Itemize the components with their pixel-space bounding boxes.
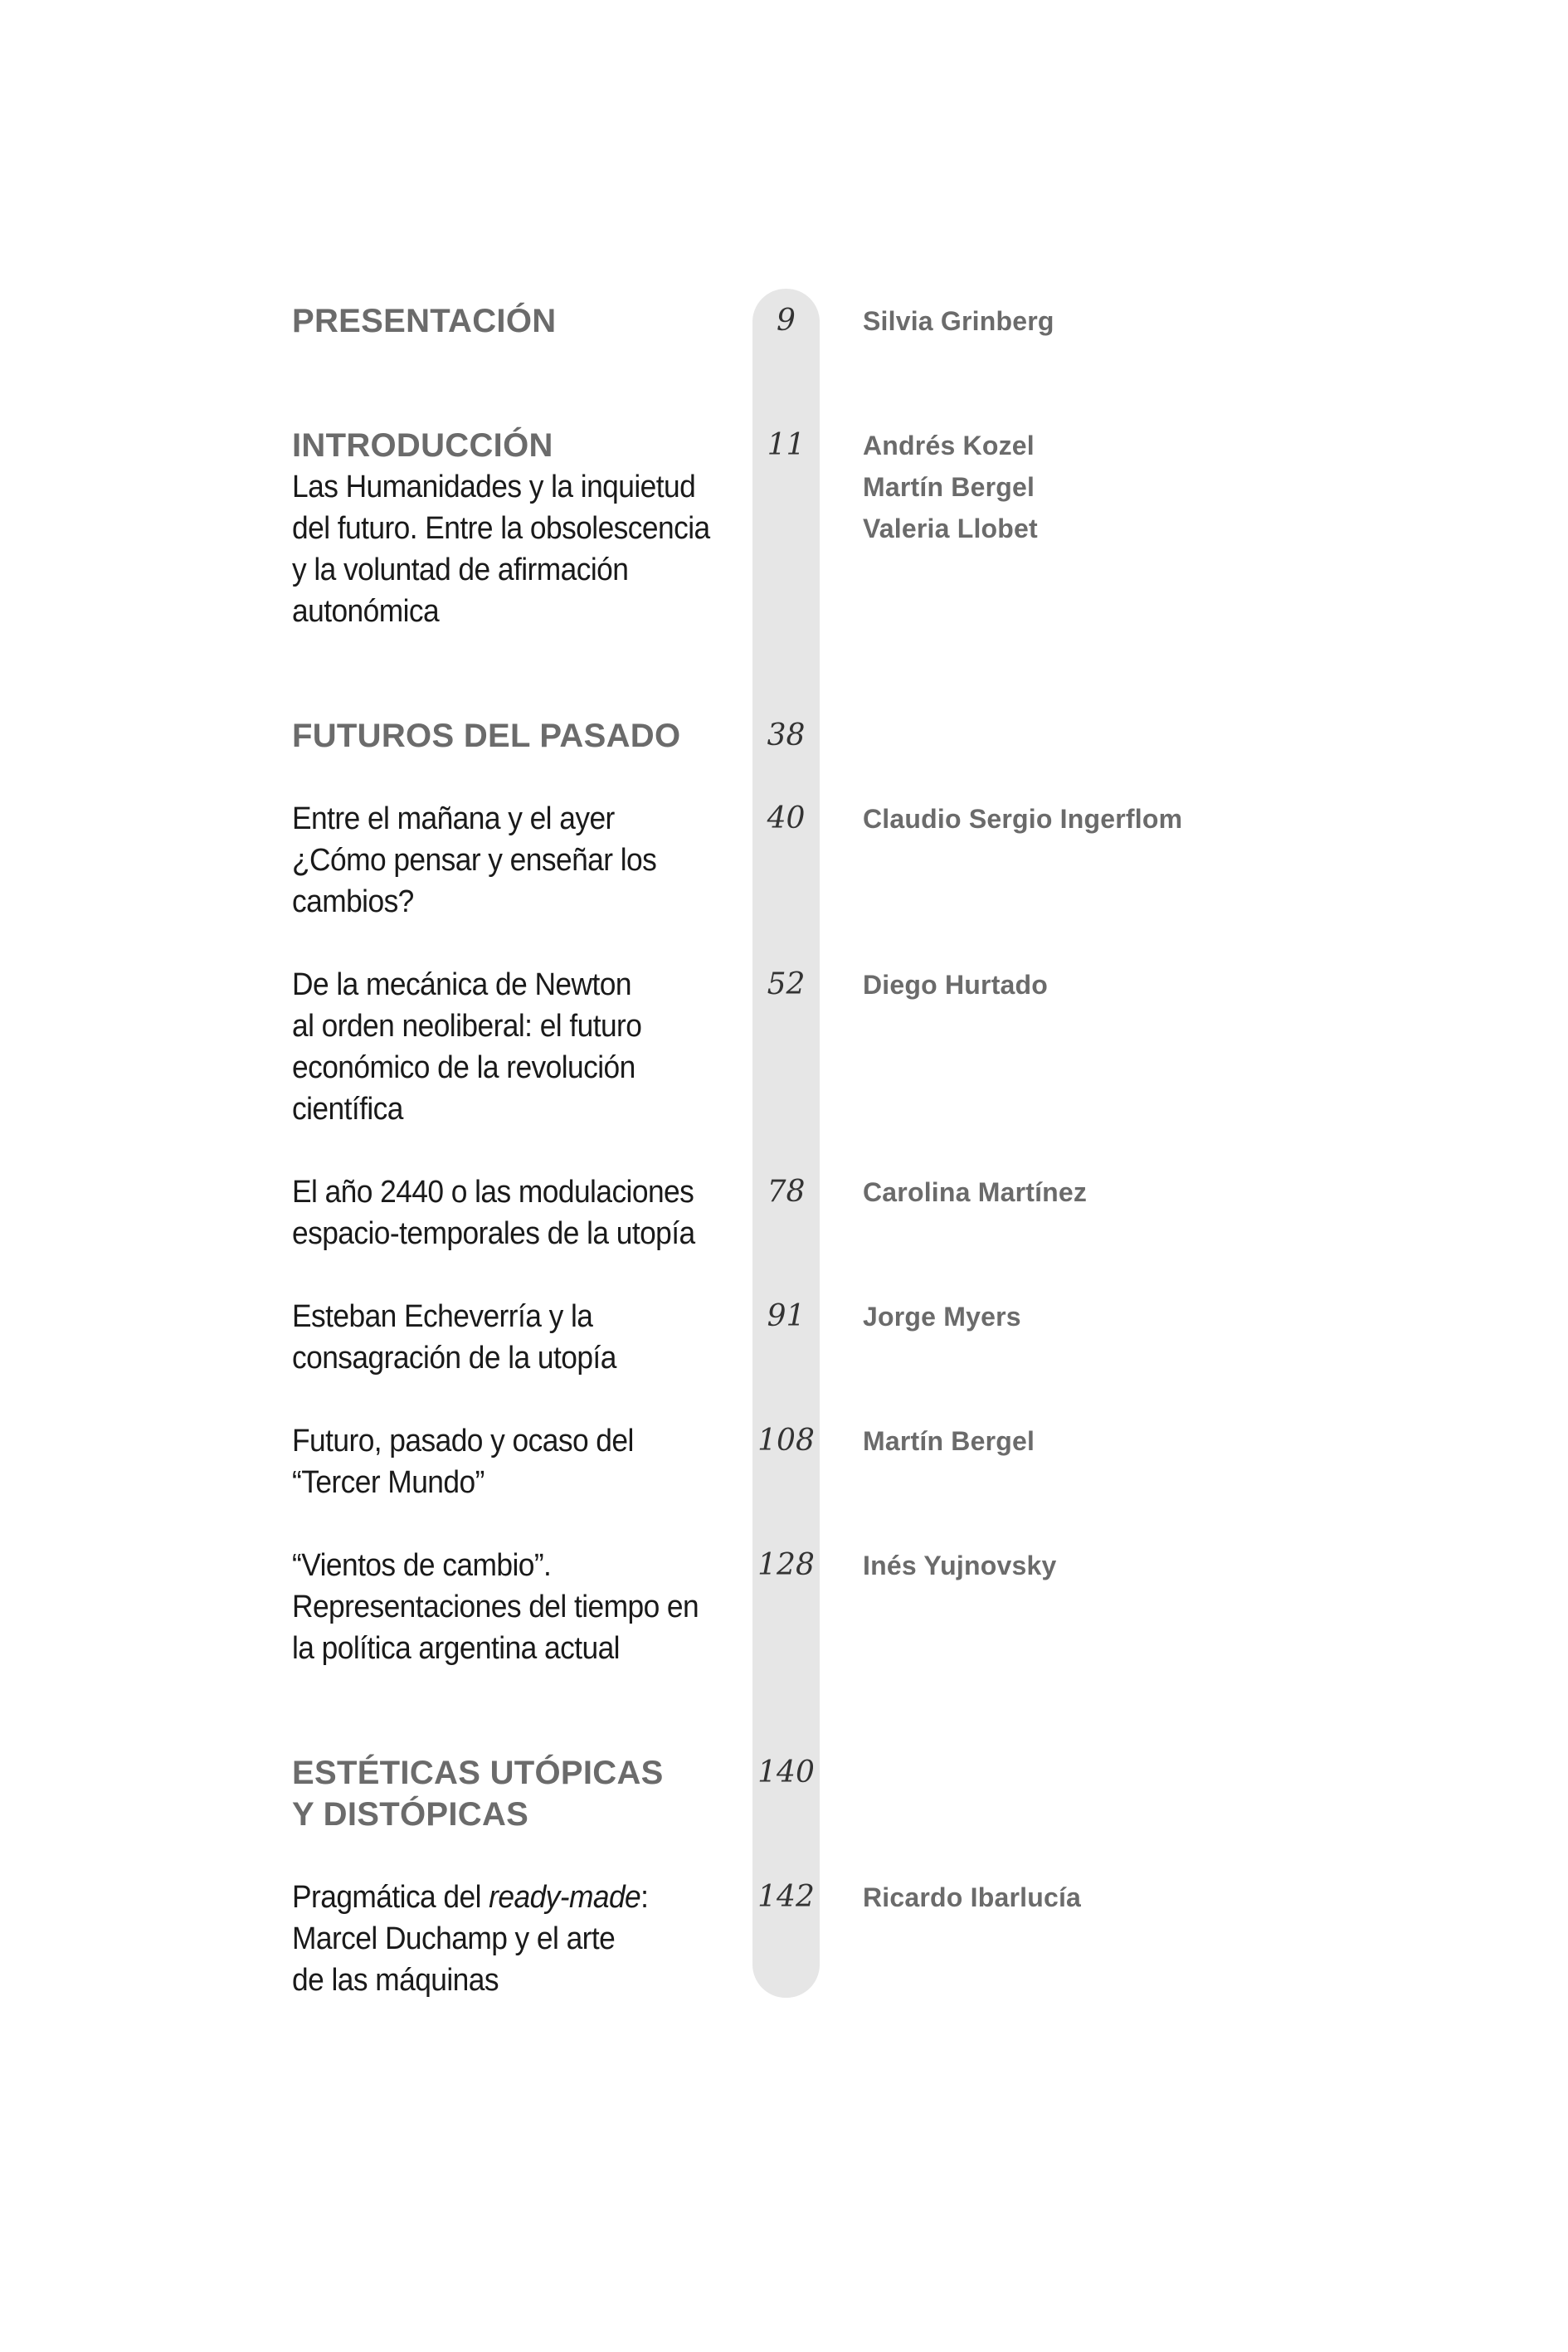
author-name: Jorge Myers — [863, 1302, 1021, 1332]
chapter-title-line: espacio-temporales de la utopía — [292, 1216, 695, 1251]
chapter-title-line: del futuro. Entre la obsolescencia — [292, 511, 710, 546]
author-name: Silvia Grinberg — [863, 306, 1054, 336]
chapter-title-line: económico de la revolución — [292, 1050, 635, 1085]
chapter-title — [292, 1420, 739, 1503]
chapter-title — [292, 1296, 739, 1379]
chapter-title-italic: ready-made — [489, 1880, 641, 1915]
chapter-title — [292, 798, 739, 923]
chapter-title-line — [292, 1877, 739, 1918]
section-heading: FUTUROS DEL PASADO — [292, 718, 681, 754]
page-number: 78 — [767, 1175, 806, 1209]
page-number: 40 — [767, 801, 806, 835]
page-number-column-band — [752, 289, 820, 1998]
chapter-title — [292, 964, 739, 1130]
chapter-title-line: Esteban Echeverría y la — [292, 1299, 593, 1334]
chapter-title-line: y la voluntad de afirmación — [292, 553, 629, 587]
author-name: Carolina Martínez — [863, 1177, 1088, 1207]
chapter-title-line: de las máquinas — [292, 1963, 499, 1998]
author-name: Andrés Kozel — [863, 431, 1035, 460]
section-heading: PRESENTACIÓN — [292, 303, 557, 339]
section-heading: INTRODUCCIÓN — [292, 427, 553, 464]
page-number: 11 — [767, 428, 806, 462]
chapter-title-line: Entre el mañana y el ayer — [292, 801, 615, 836]
chapter-title-line: ¿Cómo pensar y enseñar los — [292, 843, 657, 878]
chapter-title-line: “Vientos de cambio”. — [292, 1548, 552, 1583]
page-number: 9 — [777, 304, 796, 338]
page-number: 52 — [767, 967, 806, 1001]
author-name: Martín Bergel — [863, 1426, 1035, 1456]
author-name: Diego Hurtado — [863, 970, 1049, 1000]
author-name: Inés Yujnovsky — [863, 1551, 1057, 1580]
author-name: Ricardo Ibarlucía — [863, 1882, 1082, 1912]
chapter-title-line: cambios? — [292, 884, 414, 919]
chapter-title-text: : — [640, 1880, 649, 1915]
chapter-title — [292, 466, 739, 632]
chapter-title-line: De la mecánica de Newton — [292, 967, 631, 1002]
chapter-title-line: la política argentina actual — [292, 1631, 620, 1666]
chapter-title-line: Marcel Duchamp y el arte — [292, 1921, 616, 1956]
chapter-title — [292, 1545, 739, 1669]
chapter-title — [292, 1877, 739, 2001]
chapter-title-line: consagración de la utopía — [292, 1341, 616, 1376]
section-heading: Y DISTÓPICAS — [292, 1796, 529, 1833]
chapter-title-line: Las Humanidades y la inquietud — [292, 470, 696, 504]
chapter-title-line: Futuro, pasado y ocaso del — [292, 1424, 634, 1458]
chapter-title-line: “Tercer Mundo” — [292, 1465, 485, 1500]
page-number: 142 — [757, 1880, 815, 1914]
chapter-title-line: científica — [292, 1092, 403, 1127]
page-number: 128 — [757, 1548, 815, 1582]
page-number: 38 — [767, 718, 806, 752]
author-name: Martín Bergel — [863, 472, 1035, 502]
chapter-title-line: al orden neoliberal: el futuro — [292, 1009, 642, 1044]
author-name: Claudio Sergio Ingerflom — [863, 804, 1183, 834]
chapter-title-line: autonómica — [292, 594, 440, 629]
page-number: 91 — [767, 1299, 806, 1333]
chapter-title-line: El año 2440 o las modulaciones — [292, 1175, 694, 1210]
chapter-title — [292, 1171, 739, 1254]
page-number: 140 — [757, 1755, 815, 1790]
chapter-title-line: Representaciones del tiempo en — [292, 1590, 699, 1624]
page-number: 108 — [757, 1424, 815, 1458]
section-heading: ESTÉTICAS UTÓPICAS — [292, 1755, 664, 1791]
author-name: Valeria Llobet — [863, 514, 1038, 543]
chapter-title-text: Pragmática del — [292, 1880, 489, 1915]
